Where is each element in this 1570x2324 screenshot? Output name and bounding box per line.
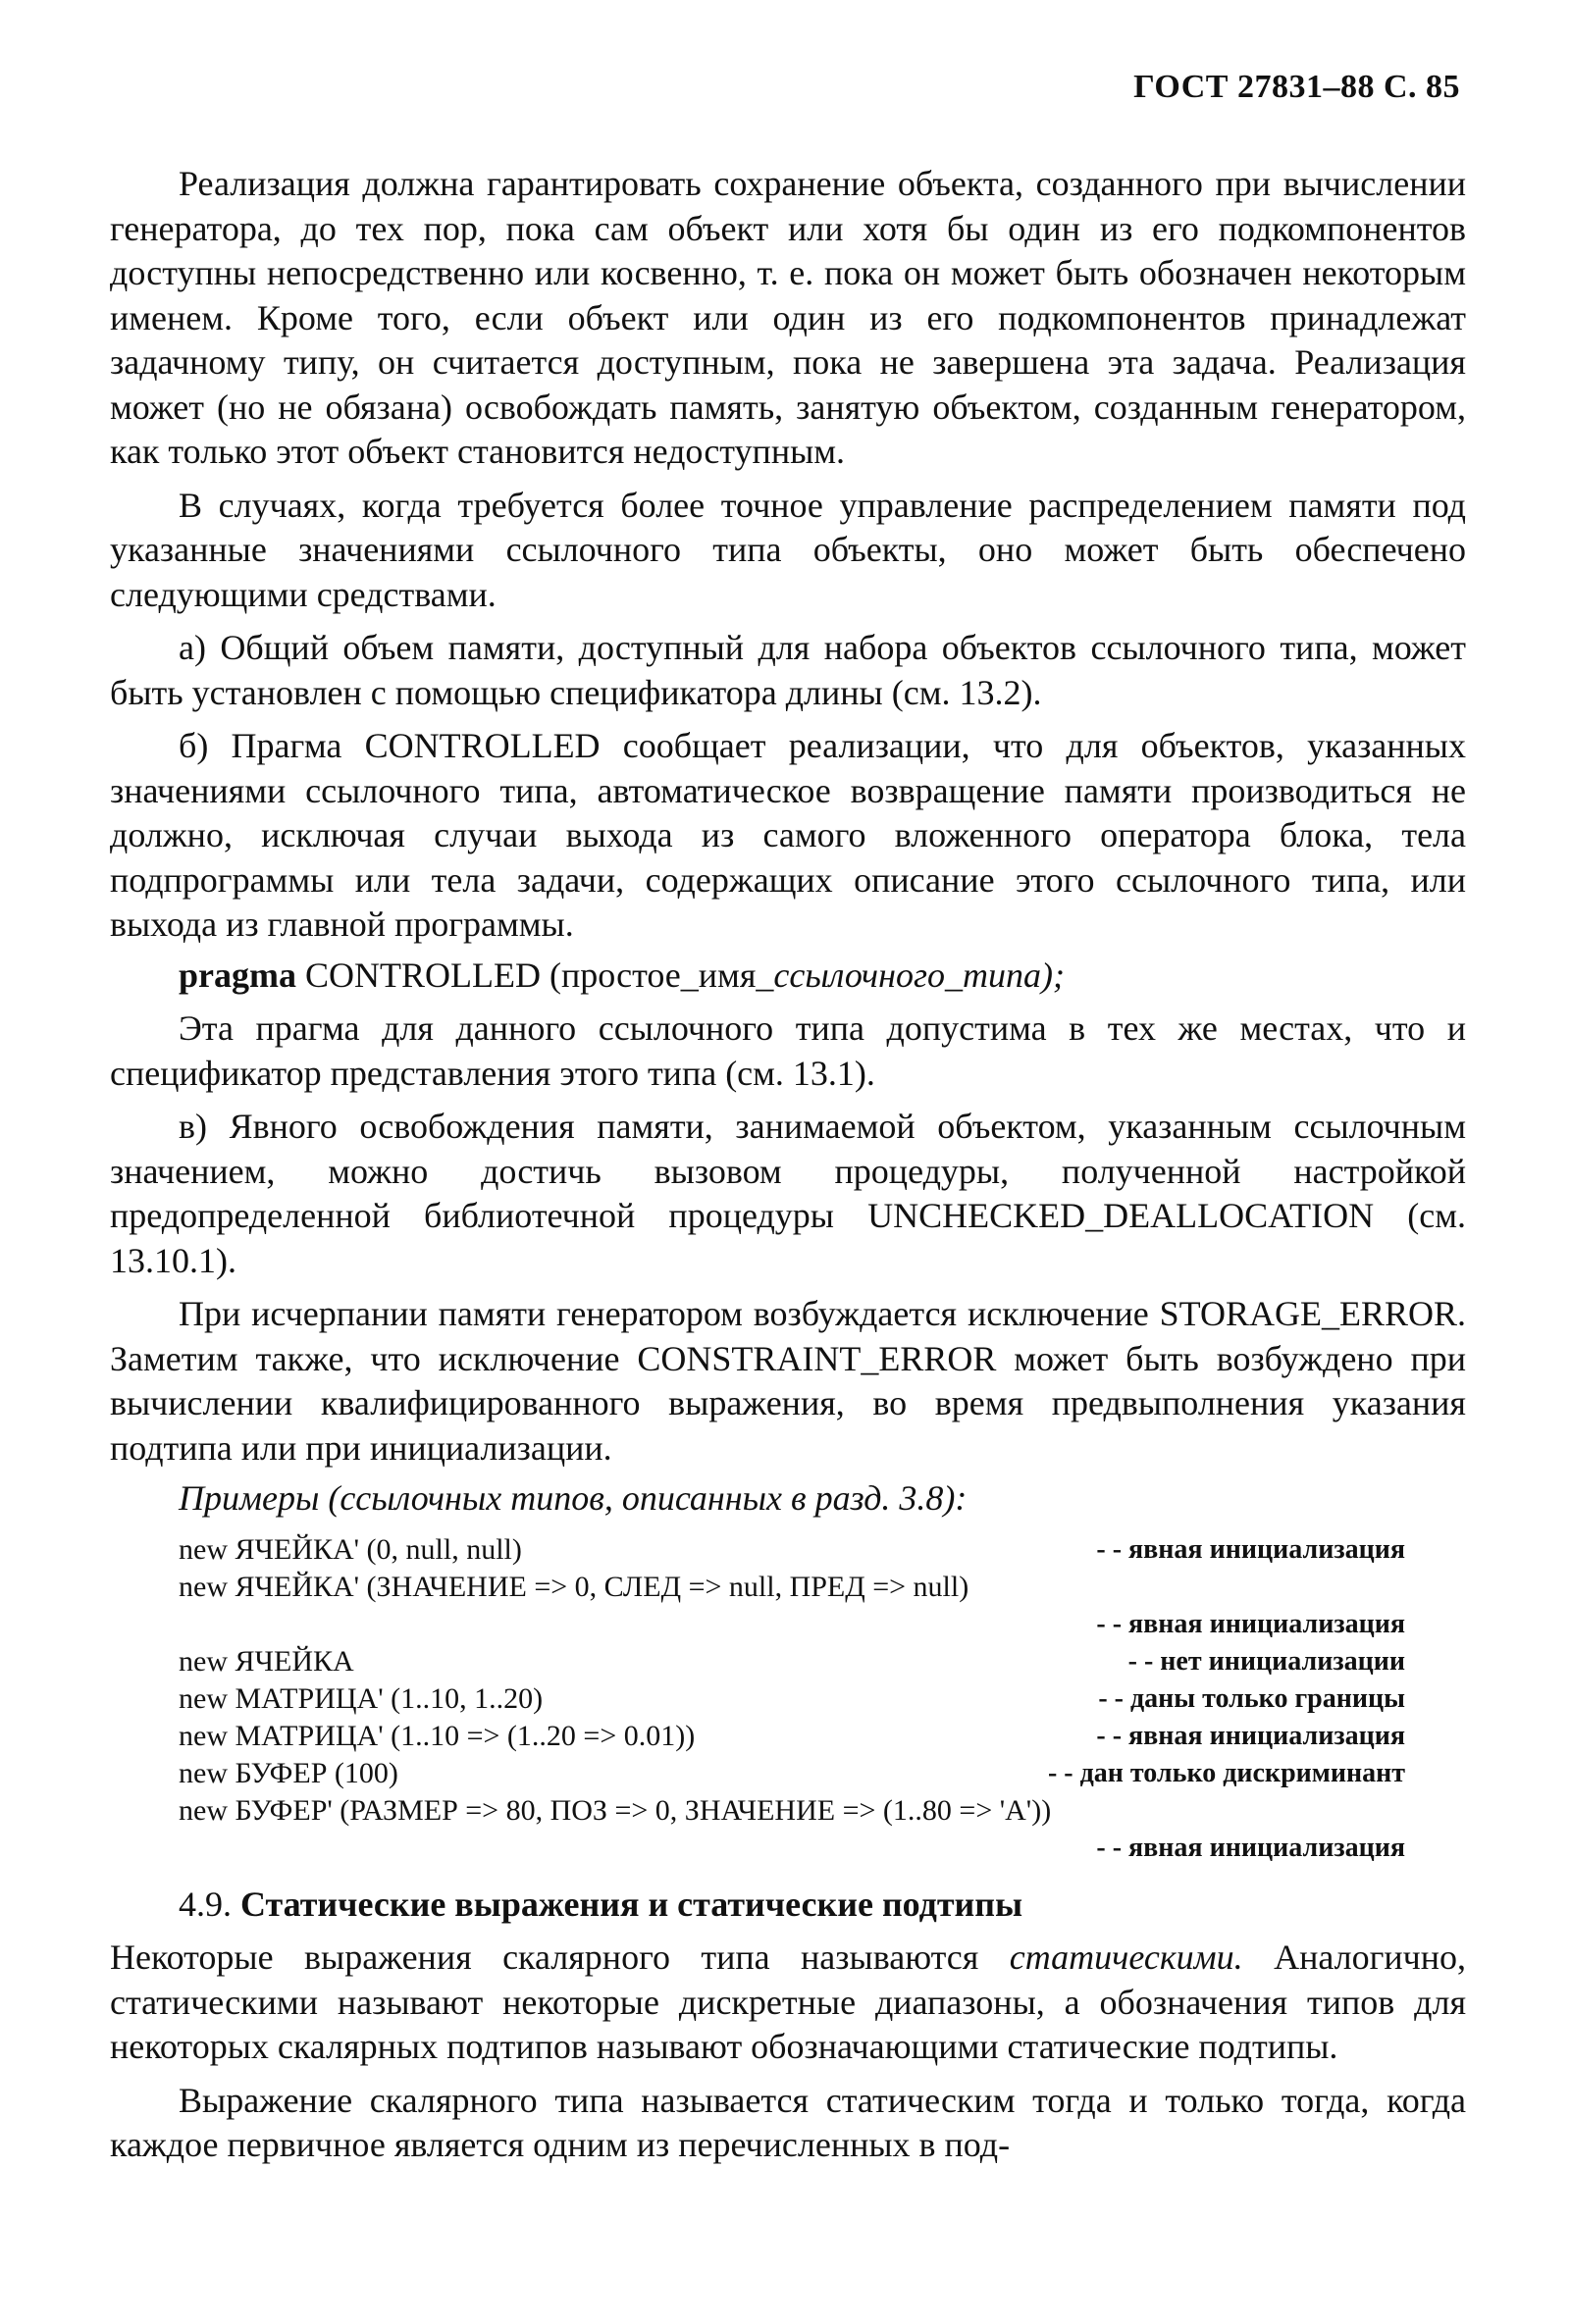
example-row	[179, 1792, 1405, 1830]
paragraph: При исчерпании памяти генератором возбуждается исключение STORAGE_ERROR. Заметим также, что исключение CONSTRAINT_ERROR может быть возбуждено при вычислении квалифицированного выражения, во время предвыполнения указания подтипа или при инициализации.	[110, 1294, 1466, 1468]
example-code: new БУФЕР (100)	[179, 1756, 398, 1789]
example-code: new МАТРИЦА' (1..10, 1..20)	[179, 1681, 544, 1715]
paragraph: Эта прагма для данного ссылочного типа допустима в тех же местах, что и спецификатор представления этого типа (см. 13.1).	[110, 1008, 1466, 1093]
body-text	[110, 162, 1466, 2168]
example-code: new ЯЧЕЙКА' (ЗНАЧЕНИЕ => 0, СЛЕД => null, ПРЕД => null)	[179, 1570, 969, 1603]
example-row	[179, 1755, 1405, 1792]
paragraph	[110, 1936, 1466, 2070]
example-code: new БУФЕР' (РАЗМЕР => 80, ПОЗ => 0, ЗНАЧЕНИЕ => (1..80 => 'A'))	[179, 1793, 1052, 1827]
paragraph: Реализация должна гарантировать сохранение объекта, созданного при вычислении генератора, до тех пор, пока сам объект или хотя бы один из его подкомпонентов доступны непосредственно или косвенно, т. е. пока он может быть обозначен некоторым именем. Кроме того, если объект или один из его подкомпонентов принадлежат задачному типу, он считается доступным, пока не завершена эта задача. Реализация может (но не обязана) освобождать память, занятую объектом, созданным генератором, как только этот объект становится недоступным.	[110, 164, 1466, 471]
paragraph: В случаях, когда требуется более точное управление распределением памяти под указанные значениями ссылочного типа объекты, оно может быть обеспечено следующими средствами.	[110, 485, 1466, 614]
example-code: new ЯЧЕЙКА' (0, null, null)	[179, 1532, 522, 1566]
example-comment: - - даны только границы	[1098, 1682, 1405, 1714]
pragma-text: CONTROLLED (простое_имя_	[296, 955, 774, 995]
example-row	[179, 1830, 1405, 1867]
example-row	[179, 1531, 1405, 1569]
list-item-c: в) Явного освобождения памяти, занимаемой объектом, указанным ссылочным значением, можно достичь вызовом процедуры, полученной настройкой предопределенной библиотечной процедуры UNCHECKED_DEALLOCATION (см. 13.10.1).	[110, 1107, 1466, 1280]
list-item-b: б) Прагма CONTROLLED сообщает реализации, что для объектов, указанных значениями ссылочного типа, автоматическое возвращение памяти производиться не должно, исключая случаи выхода из самого вложенного оператора блока, тела подпрограммы или тела задачи, содержащих описание этого ссылочного типа, или выхода из главной программы.	[110, 726, 1466, 944]
example-comment: - - явная инициализация	[1096, 1533, 1405, 1565]
list-item-a: а) Общий объем памяти, доступный для набора объектов ссылочного типа, может быть установлен с помощью спецификатора длины (см. 13.2).	[110, 628, 1466, 712]
example-comment: - - явная инициализация	[1096, 1832, 1405, 1863]
page-header: ГОСТ 27831–88 С. 85	[1133, 69, 1460, 105]
example-row	[179, 1643, 1405, 1680]
example-row	[179, 1606, 1405, 1643]
example-comment: - - явная инициализация	[1096, 1608, 1405, 1639]
paragraph: Выражение скалярного типа называется статическим тогда и только тогда, когда каждое первичное является одним из перечисленных в под-	[110, 2080, 1466, 2164]
pragma-keyword: pragma	[179, 955, 296, 995]
example-comment: - - нет инициализации	[1127, 1645, 1405, 1677]
paragraph-text: Аналогично, статическими называют некоторые дискретные диапазоны, а обозначения типов для некоторых скалярных подтипов называют обозначающими статические подтипы.	[110, 1937, 1466, 2066]
examples-block	[179, 1531, 1405, 1867]
pragma-italic: ссылочного_типа);	[773, 955, 1065, 995]
example-comment: - - дан только дискриминант	[1047, 1757, 1405, 1788]
example-comment: - - явная инициализация	[1096, 1720, 1405, 1751]
example-row	[179, 1569, 1405, 1606]
section-heading	[110, 1883, 1466, 1928]
section-number: 4.9.	[179, 1884, 232, 1924]
emphasis: статическими.	[1009, 1937, 1243, 1977]
pragma-syntax	[110, 954, 1466, 999]
examples-title: Примеры (ссылочных типов, описанных в разд. 3.8):	[179, 1478, 968, 1518]
example-code: new МАТРИЦА' (1..10 => (1..20 => 0.01))	[179, 1719, 696, 1752]
example-row	[179, 1718, 1405, 1755]
example-code: new ЯЧЕЙКА	[179, 1644, 354, 1678]
section-title: Статические выражения и статические подтипы	[240, 1884, 1023, 1924]
paragraph-text: Некоторые выражения скалярного типа называются	[110, 1937, 1010, 1977]
example-row	[179, 1680, 1405, 1718]
